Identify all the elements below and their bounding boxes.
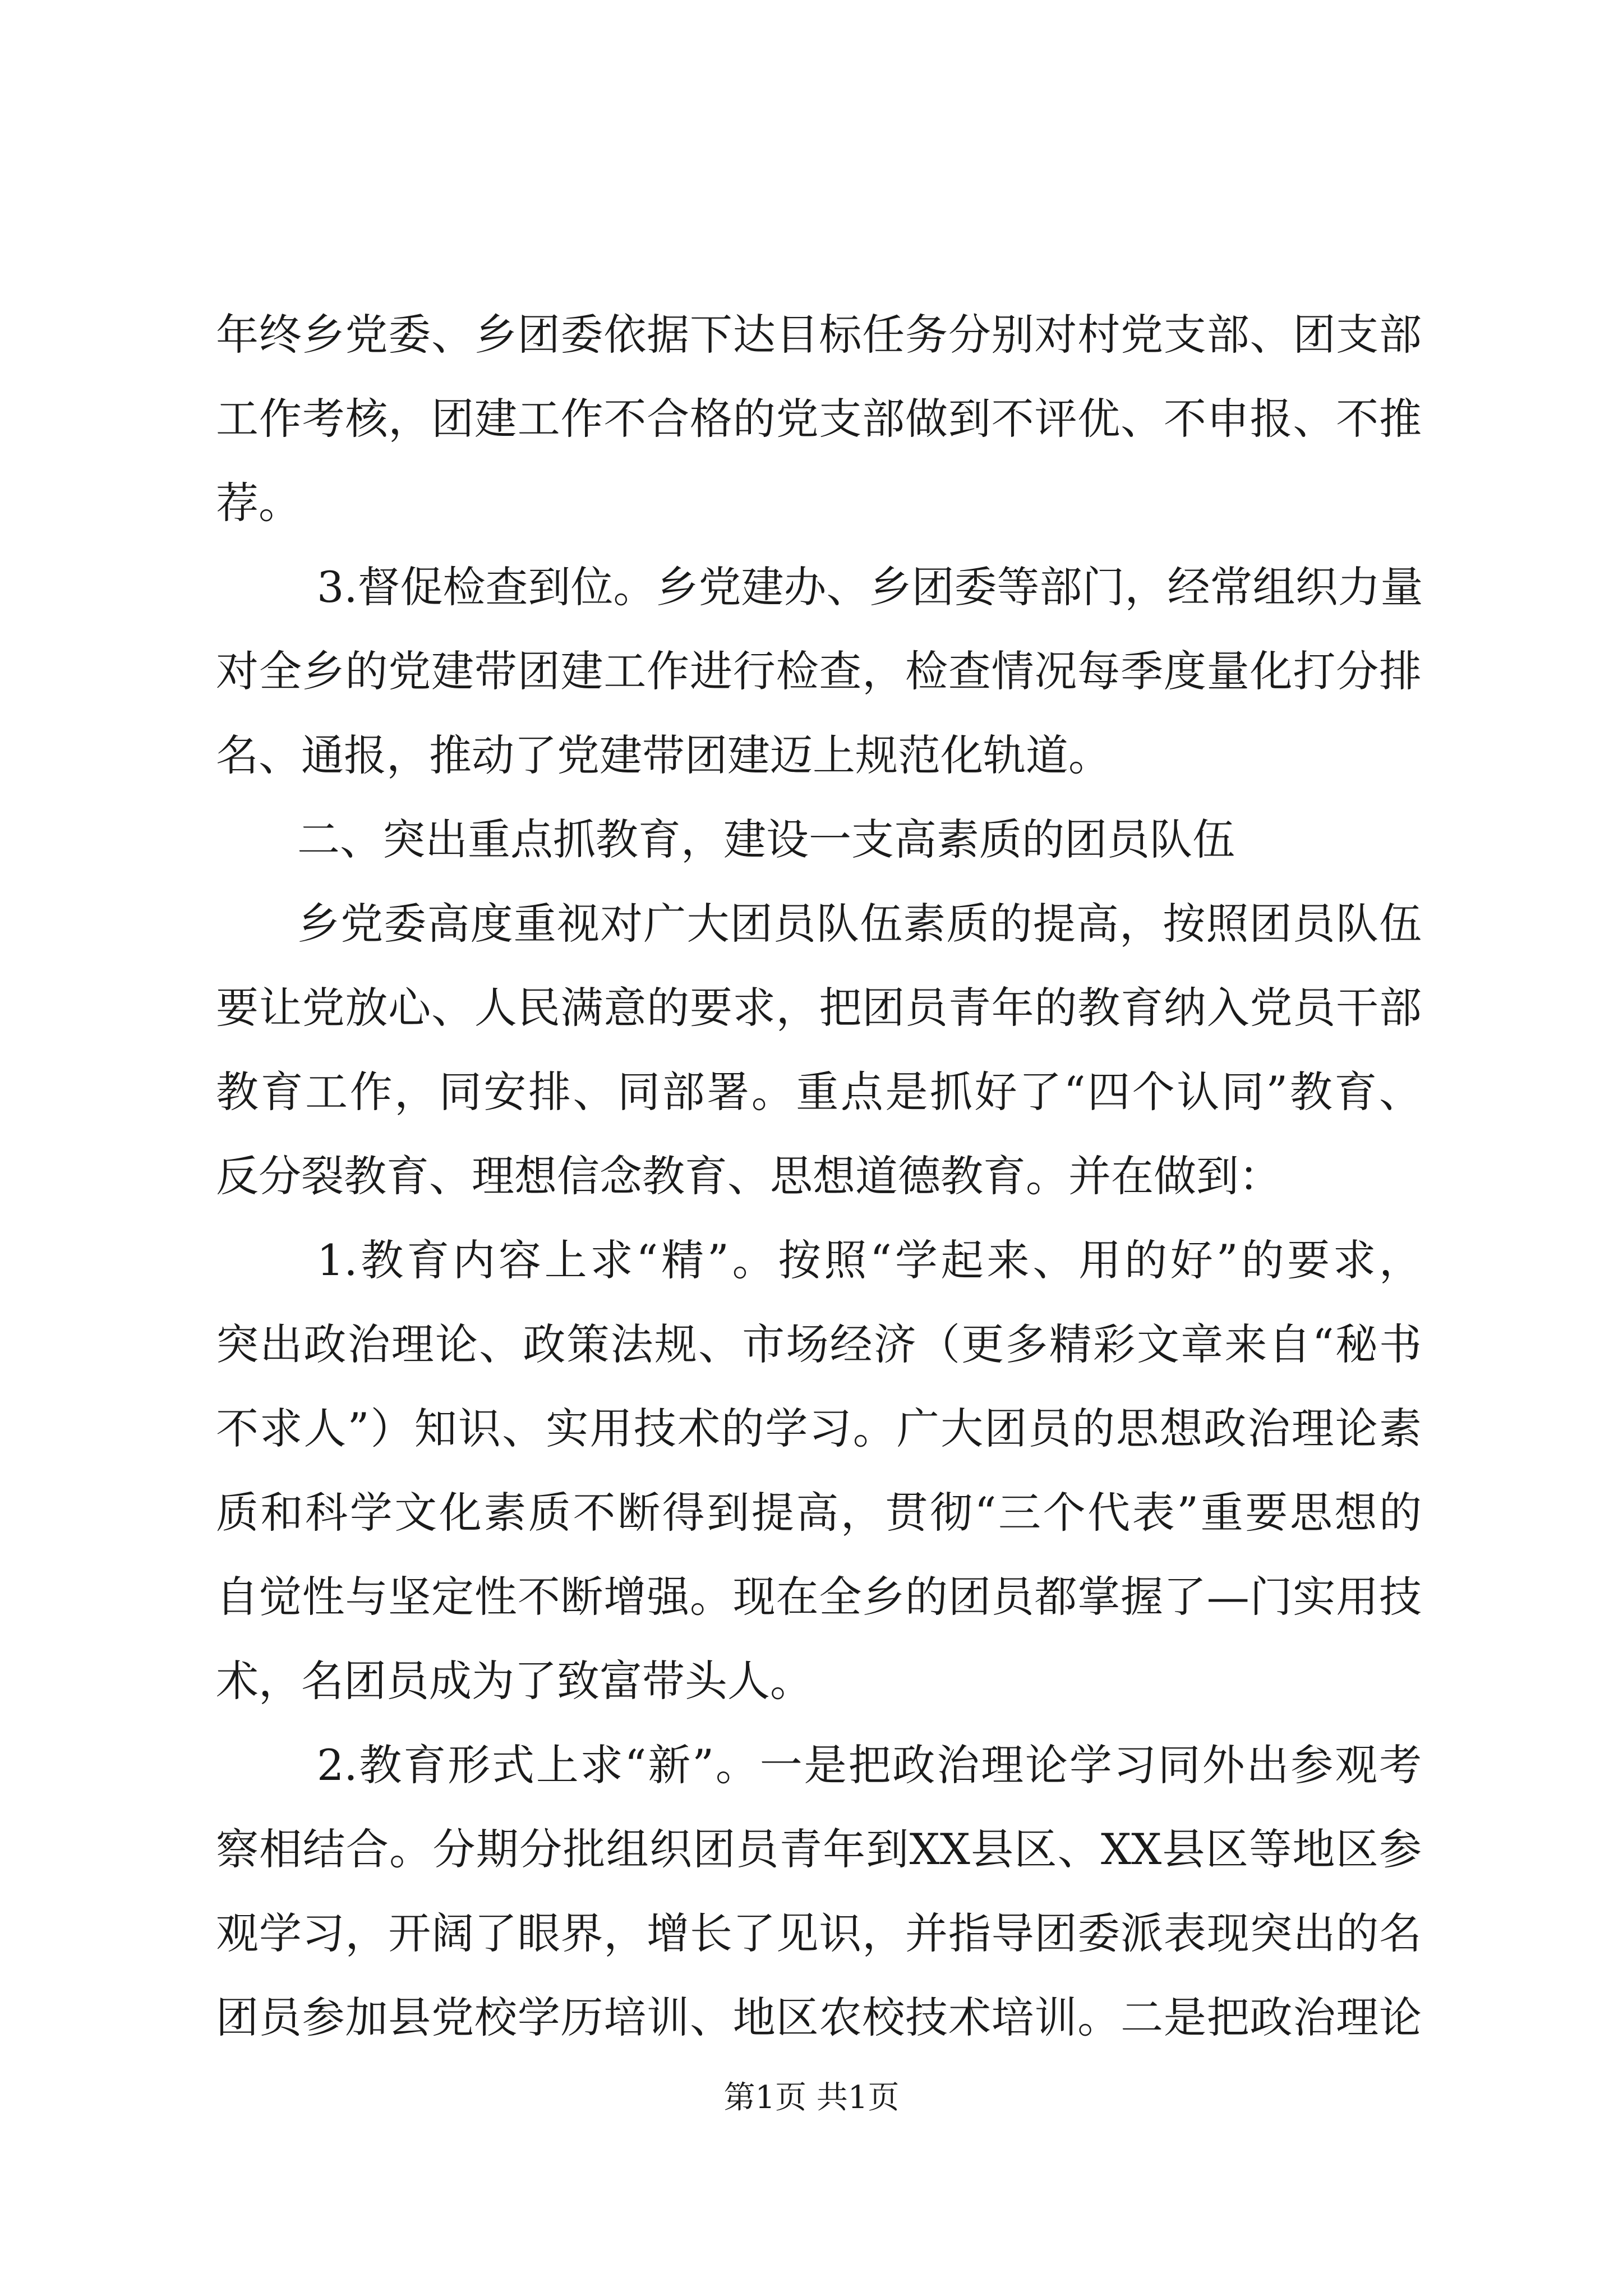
- body-text-line: 要让党放心、人民满意的要求，把团员青年的教育纳入党员干部: [216, 983, 1422, 1033]
- section-heading: 二、突出重点抓教育，建设一支高素质的团员队伍: [297, 815, 1235, 864]
- body-text-line: 年终乡党委、乡团委依据下达目标任务分别对村党支部、团支部: [216, 310, 1422, 360]
- body-text-line: 观学习，开阔了眼界，增长了见识，并指导团委派表现突出的名: [216, 1908, 1422, 1958]
- body-text-line: 对全乡的党建带团建工作进行检查，检查情况每季度量化打分排: [216, 646, 1422, 696]
- body-text-line: 自觉性与坚定性不断增强。现在全乡的团员都掌握了—门实用技: [216, 1572, 1422, 1622]
- body-text-line: 反分裂教育、理想信念教育、思想道德教育。并在做到：: [216, 1151, 1281, 1201]
- body-text-line: 突出政治理论、政策法规、市场经济（更多精彩文章来自“秘书: [216, 1319, 1422, 1369]
- body-text-line: 团员参加县党校学历培训、地区农校技术培训。二是把政治理论: [216, 1993, 1422, 2042]
- body-text-line: 质和科学文化素质不断得到提高，贯彻“三个代表”重要思想的: [216, 1488, 1422, 1538]
- body-text-line: 教育工作，同安排、同部署。重点是抓好了“四个认同”教育、: [216, 1067, 1422, 1117]
- body-text-line: 不求人”）知识、实用技术的学习。广大团员的思想政治理论素: [216, 1404, 1422, 1453]
- body-text-line: 名、通报，推动了党建带团建迈上规范化轨道。: [216, 730, 1111, 780]
- body-text-line: 术，名团员成为了致富带头人。: [216, 1656, 813, 1706]
- body-text-line: 荐。: [216, 478, 301, 528]
- body-text-line: 2.教育形式上求“新”。一是把政治理论学习同外出参观考: [317, 1740, 1422, 1790]
- body-text-line: 乡党委高度重视对广大团员队伍素质的提高，按照团员队伍: [297, 899, 1422, 949]
- body-text-line: 1.教育内容上求“精”。按照“学起来、用的好”的要求，: [317, 1235, 1422, 1285]
- body-text-line: 3.督促检查到位。乡党建办、乡团委等部门，经常组织力量: [317, 562, 1423, 612]
- page-number-footer: 第1页 共1页: [723, 2079, 900, 2116]
- body-text-line: 工作考核，团建工作不合格的党支部做到不评优、不申报、不推: [216, 394, 1422, 444]
- body-text-line: 察相结合。分期分批组织团员青年到XX县区、XX县区等地区参: [216, 1824, 1422, 1874]
